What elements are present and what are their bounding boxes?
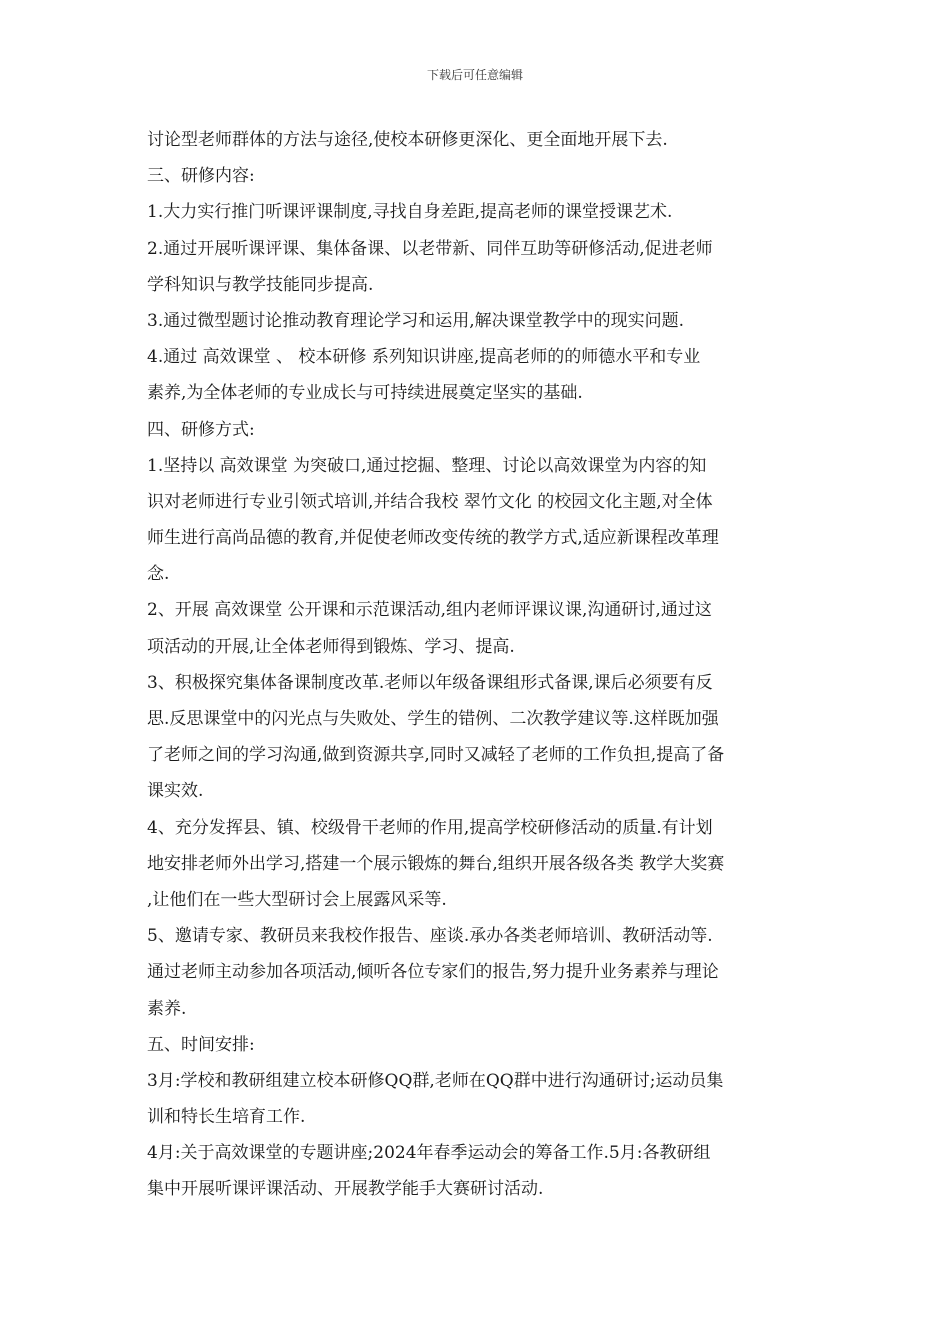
text-line: 地安排老师外出学习,搭建一个展示锻炼的舞台,组织开展各级各类 教学大奖赛 [147, 853, 725, 874]
section-heading: 三、研修内容: [147, 166, 255, 187]
text-line: 2、开展 高效课堂 公开课和示范课活动,组内老师评课议课,沟通研讨,通过这 [147, 600, 712, 621]
text-line: 识对老师进行专业引领式培训,并结合我校 翠竹文化 的校园文化主题,对全体 [147, 491, 713, 512]
text-line: 素养,为全体老师的专业成长与可持续进展奠定坚实的基础. [147, 383, 583, 404]
text-line: 训和特长生培育工作. [147, 1107, 306, 1128]
text-line: 3月:学校和教研组建立校本研修QQ群,老师在QQ群中进行沟通研讨;运动员集 [147, 1070, 724, 1091]
page-header: 下载后可任意编辑 [426, 68, 523, 82]
text-line: 素养. [147, 998, 187, 1019]
text-line: 5、邀请专家、教研员来我校作报告、座谈.承办各类老师培训、教研活动等. [147, 926, 713, 947]
text-line: 3.通过微型题讨论推动教育理论学习和运用,解决课堂教学中的现实问题. [147, 310, 685, 331]
text-line: 思.反思课堂中的闪光点与失败处、学生的错例、二次教学建议等.这样既加强 [147, 709, 719, 729]
text-line: 师生进行高尚品德的教育,并促使老师改变传统的教学方式,适应新课程改革理 [147, 528, 719, 549]
text-line: 集中开展听课评课活动、开展教学能手大赛研讨活动. [147, 1179, 544, 1200]
document-body [147, 122, 807, 1208]
text-line: 学科知识与教学技能同步提高. [147, 274, 374, 295]
text-line: 讨论型老师群体的方法与途径,使校本研修更深化、更全面地开展下去. [147, 130, 668, 150]
text-line: 4月:关于高效课堂的专题讲座;2024年春季运动会的筹备工作.5月:各教研组 [147, 1143, 711, 1164]
text-line: 课实效. [147, 781, 204, 802]
text-line: 1.坚持以 高效课堂 为突破口,通过挖掘、整理、讨论以高效课堂为内容的知 [147, 455, 707, 476]
text-line: ,让他们在一些大型研讨会上展露风采等. [147, 889, 447, 910]
text-line: 2.通过开展听课评课、集体备课、以老带新、同伴互助等研修活动,促进老师 [147, 238, 713, 259]
section-heading: 五、时间安排: [147, 1034, 255, 1055]
text-line: 4、充分发挥县、镇、校级骨干老师的作用,提高学校研修活动的质量.有计划 [147, 817, 713, 838]
text-line: 3、积极探究集体备课制度改革.老师以年级备课组形式备课,课后必须要有反 [147, 672, 713, 693]
text-line: 4.通过 高效课堂 、 校本研修 系列知识讲座,提高老师的的师德水平和专业 [147, 347, 701, 368]
text-line: 了老师之间的学习沟通,做到资源共享,同时又减轻了老师的工作负担,提高了备 [147, 745, 725, 766]
text-line: 1.大力实行推门听课评课制度,寻找自身差距,提高老师的课堂授课艺术. [147, 202, 673, 223]
text-line: 通过老师主动参加各项活动,倾听各位专家们的报告,努力提升业务素养与理论 [147, 962, 719, 983]
text-line: 念. [147, 564, 170, 585]
section-heading: 四、研修方式: [147, 419, 255, 440]
text-line: 项活动的开展,让全体老师得到锻炼、学习、提高. [147, 636, 515, 657]
